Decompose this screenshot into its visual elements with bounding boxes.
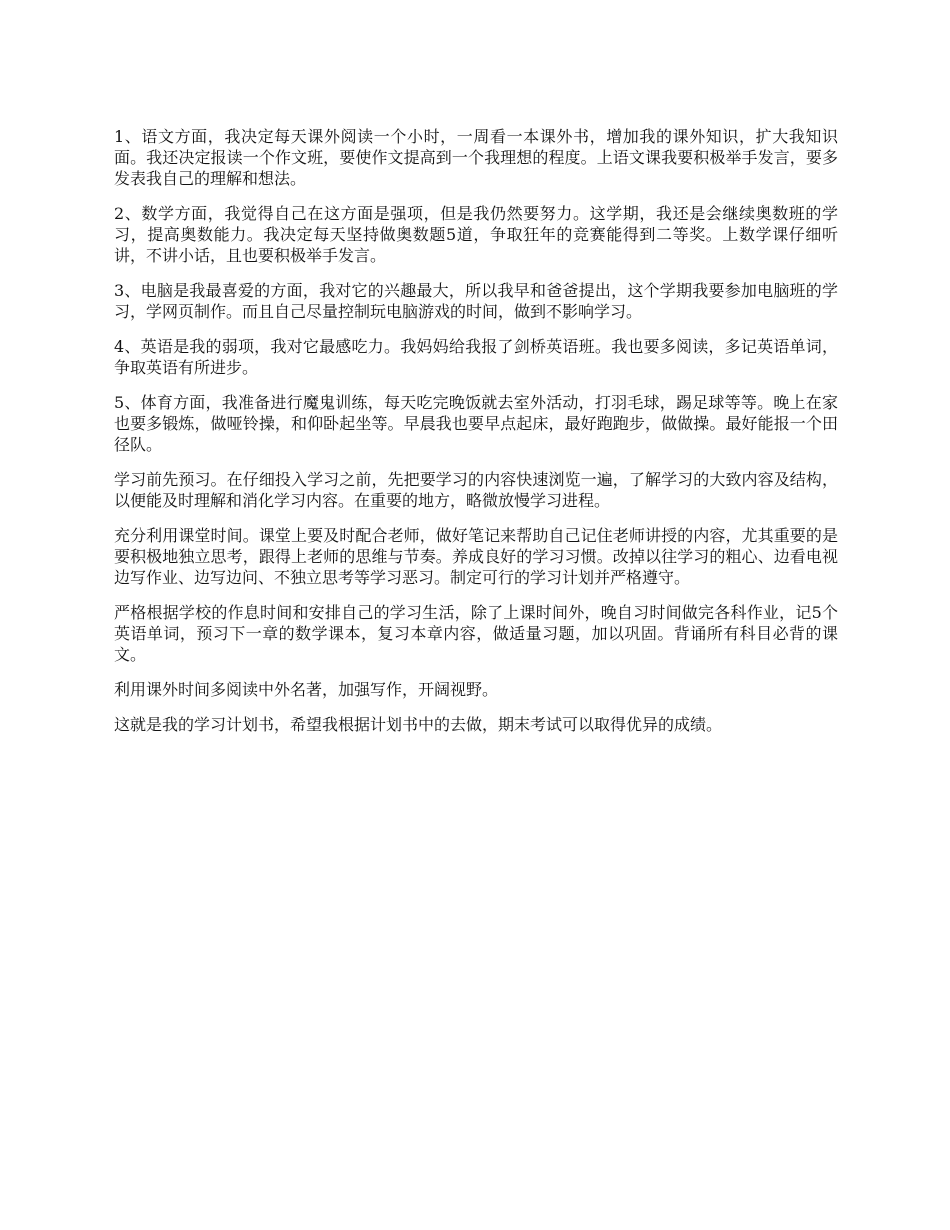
paragraph-conclusion: 这就是我的学习计划书，希望我根据计划书中的去做，期末考试可以取得优异的成绩。	[114, 715, 723, 734]
paragraph-preview: 学习前先预习。在仔细投入学习之前，先把要学习的内容快速浏览一遍，了解学习的大致内容及结构，以便能及时理解和消化学习内容。在重要的地方，略微放慢学习进程。	[114, 470, 838, 510]
paragraph-chinese: 1、语文方面，我决定每天课外阅读一个小时，一周看一本课外书，增加我的课外知识，扩大我知识面。我还决定报读一个作文班，要使作文提高到一个我理想的程度。上语文课我要积极举手发言，要多发表我自己的理解和想法。	[114, 127, 838, 188]
paragraph-classtime: 充分利用课堂时间。课堂上要及时配合老师，做好笔记来帮助自己记住老师讲授的内容，尤其重要的是要积极地独立思考，跟得上老师的思维与节奏。养成良好的学习习惯。改掉以往学习的粗心、边看电视边写作业、边写边问、不独立思考等学习恶习。制定可行的学习计划并严格遵守。	[114, 526, 838, 587]
paragraph-english: 4、英语是我的弱项，我对它最感吃力。我妈妈给我报了剑桥英语班。我也要多阅读，多记英语单词，争取英语有所进步。	[114, 337, 838, 377]
paragraph-schedule: 严格根据学校的作息时间和安排自己的学习生活，除了上课时间外，晚自习时间做完各科作业，记5个英语单词，预习下一章的数学课本，复习本章内容，做适量习题，加以巩固。背诵所有科目必背的课文。	[114, 603, 838, 664]
document-body	[114, 126, 838, 749]
paragraph-math: 2、数学方面，我觉得自己在这方面是强项，但是我仍然要努力。这学期，我还是会继续奥数班的学习，提高奥数能力。我决定每天坚持做奥数题5道，争取狂年的竞赛能得到二等奖。上数学课仔细听讲，不讲小话，且也要积极举手发言。	[114, 204, 838, 265]
paragraph-sports: 5、体育方面，我准备进行魔鬼训练，每天吃完晚饭就去室外活动，打羽毛球，踢足球等等。晚上在家也要多锻炼，做哑铃操，和仰卧起坐等。早晨我也要早点起床，最好跑跑步，做做操。最好能报一个田径队。	[114, 393, 838, 454]
paragraph-reading: 利用课外时间多阅读中外名著，加强写作，开阔视野。	[114, 680, 499, 699]
paragraph-computer: 3、电脑是我最喜爱的方面，我对它的兴趣最大，所以我早和爸爸提出，这个学期我要参加电脑班的学习，学网页制作。而且自己尽量控制玩电脑游戏的时间，做到不影响学习。	[114, 281, 838, 321]
